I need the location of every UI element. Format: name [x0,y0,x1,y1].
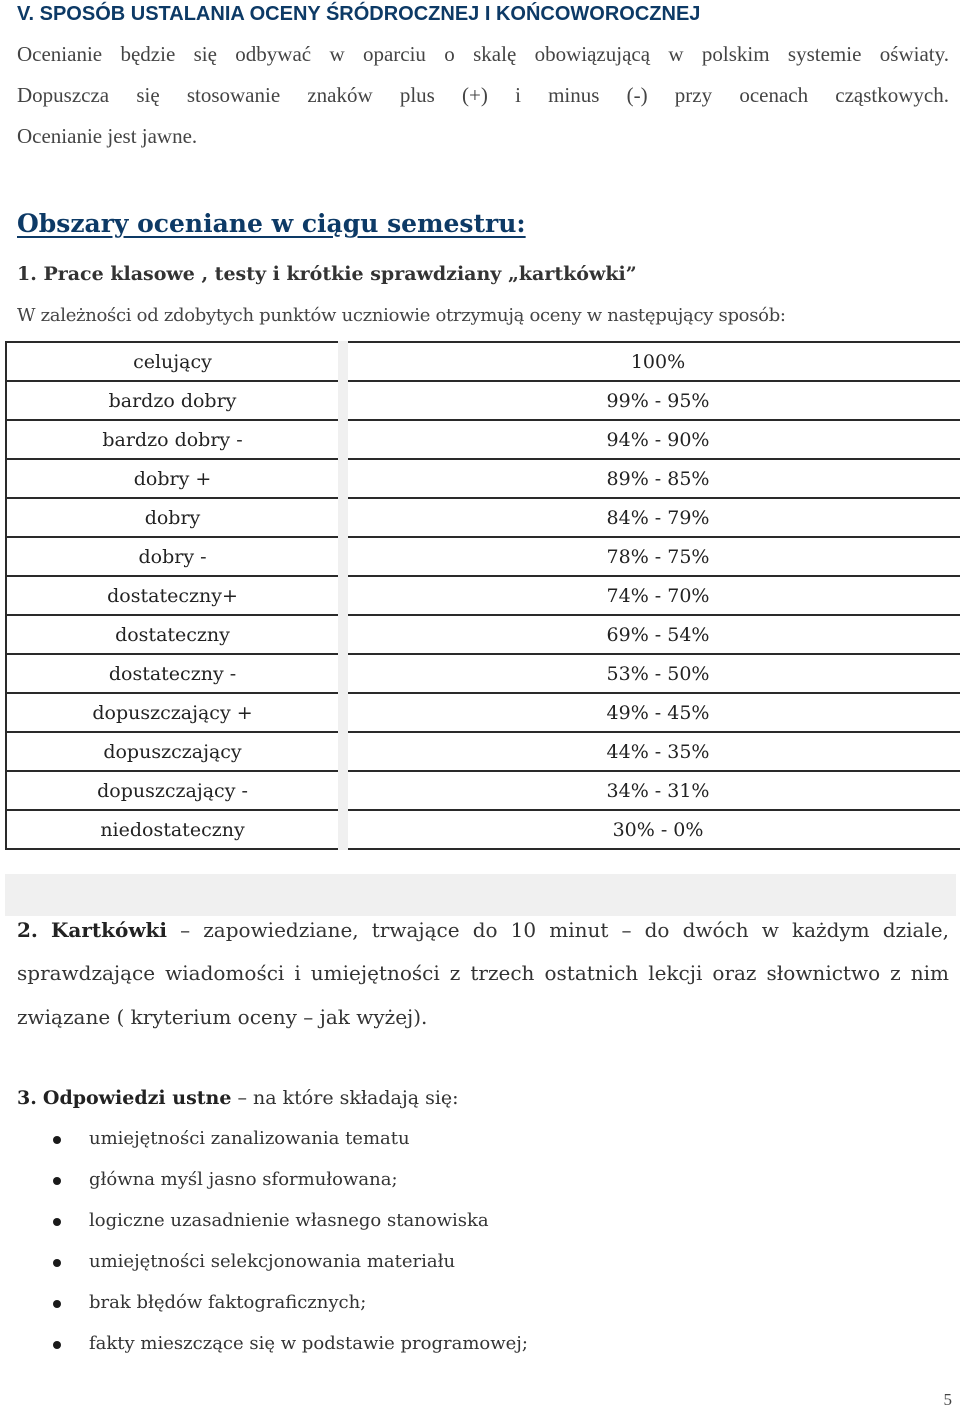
intro-line-1: Ocenianie będzie się odbywać w oparciu o skalę obowiązującą w polskim systemie oświaty. [17,42,949,66]
item1-intro: W zależności od zdobytych punktów uczniowie otrzymują oceny w następujący sposób: [17,305,786,326]
bullet-icon [53,1259,61,1267]
grade-cell: dobry + [6,459,343,498]
table-row [6,732,960,771]
section-heading: V. SPOSÓB USTALANIA OCENY ŚRÓDROCZNEJ I KOŃCOWOROCZNEJ [17,3,701,25]
range-cell: 53% - 50% [343,654,960,693]
list-item-text: brak błędów faktograficznych; [89,1292,367,1313]
grade-cell: bardzo dobry - [6,420,343,459]
table-row [6,342,960,381]
table-row [6,576,960,615]
grade-cell: dopuszczający [6,732,343,771]
table-row [6,771,960,810]
table-row [6,810,960,849]
table-row [6,420,960,459]
grade-cell: dostateczny+ [6,576,343,615]
list-item-text: umiejętności zanalizowania tematu [89,1128,410,1149]
grade-cell: bardzo dobry [6,381,343,420]
list-item-text: logiczne uzasadnienie własnego stanowiska [89,1210,489,1231]
list-item-text: główna myśl jasno sformułowana; [89,1169,398,1190]
item2-line-1 [17,918,949,942]
range-cell: 89% - 85% [343,459,960,498]
list-item-text: umiejętności selekcjonowania materiału [89,1251,456,1272]
range-cell: 34% - 31% [343,771,960,810]
grade-table [5,341,960,850]
range-cell: 100% [343,342,960,381]
range-cell: 44% - 35% [343,732,960,771]
table-shading [5,874,956,916]
range-cell: 49% - 45% [343,693,960,732]
grade-cell: celujący [6,342,343,381]
bullet-icon [53,1300,61,1308]
item1-title: 1. Prace klasowe , testy i krótkie sprawdziany „kartkówki” [17,263,637,285]
grade-cell: dobry - [6,537,343,576]
range-cell: 99% - 95% [343,381,960,420]
page-number: 5 [943,1390,952,1409]
item2-title: Kartkówki [51,918,168,942]
item2-line1-rest: – zapowiedziane, trwające do 10 minut – do dwóch w każdym dziale, [180,918,950,942]
table-row [6,537,960,576]
table-row [6,498,960,537]
table-row [6,381,960,420]
item2-number: 2. [17,918,38,942]
item3-title: Odpowiedzi ustne [42,1087,232,1109]
grade-cell: dobry [6,498,343,537]
grade-cell: dostateczny - [6,654,343,693]
item2-line-2: sprawdzające wiadomości i umiejętności z trzech ostatnich lekcji oraz słownictwo z nim [17,961,949,985]
bullet-icon [53,1341,61,1349]
item3-rest: – na które składają się: [237,1087,459,1109]
bullet-icon [53,1136,61,1144]
intro-line-2: Dopuszcza się stosowanie znaków plus (+) i minus (-) przy ocenach cząstkowych. [17,83,949,107]
grade-cell: niedostateczny [6,810,343,849]
table-row [6,654,960,693]
item3-heading [17,1087,459,1109]
table-row [6,693,960,732]
table-row [6,459,960,498]
item2-line-3: związane ( kryterium oceny – jak wyżej). [17,1005,428,1029]
bullet-icon [53,1218,61,1226]
grade-cell: dopuszczający - [6,771,343,810]
areas-heading: Obszary oceniane w ciągu semestru: [17,209,526,238]
item3-number: 3. [17,1087,37,1109]
range-cell: 30% - 0% [343,810,960,849]
grade-cell: dostateczny [6,615,343,654]
list-item-text: fakty mieszczące się w podstawie programowej; [89,1333,528,1354]
range-cell: 78% - 75% [343,537,960,576]
table-row [6,615,960,654]
bullet-icon [53,1177,61,1185]
range-cell: 69% - 54% [343,615,960,654]
range-cell: 74% - 70% [343,576,960,615]
intro-line-3: Ocenianie jest jawne. [17,124,198,148]
range-cell: 94% - 90% [343,420,960,459]
range-cell: 84% - 79% [343,498,960,537]
grade-cell: dopuszczający + [6,693,343,732]
